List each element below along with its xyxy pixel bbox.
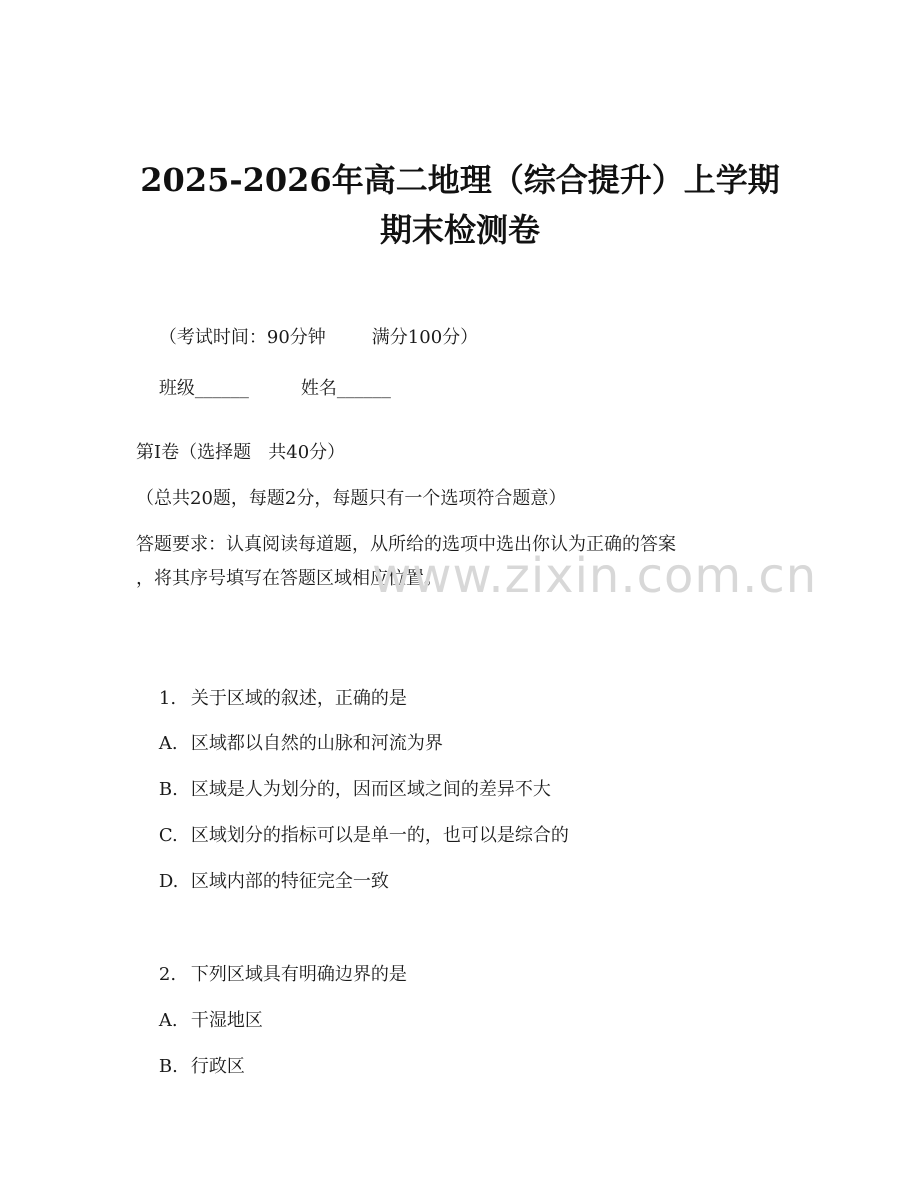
option-text: 干湿地区 [190,1010,263,1031]
option-item [136,1028,245,1106]
option-letter: B. [158,779,178,800]
question-text: 下列区域具有明确边界的是 [190,964,407,985]
section-note: （总共20题，每题2分，每题只有一个选项符合题意） [136,488,567,509]
instruction-line-2: ，将其序号填写在答题区域相应位置。 [136,568,442,589]
section-heading: 第I卷（选择题 共40分） [136,442,346,463]
option-text: 区域都以自然的山脉和河流为界 [190,733,443,754]
option-letter: C. [158,825,178,846]
class-field: 班级______ [158,378,249,399]
option-text: 区域是人为划分的，因而区域之间的差异不大 [190,779,551,800]
option-text: 行政区 [190,1056,245,1077]
instruction-line-1: 答题要求：认真阅读每道题，从所给的选项中选出你认为正确的答案 [136,534,676,555]
question-text: 关于区域的叙述，正确的是 [190,688,407,709]
option-text: 区域划分的指标可以是单一的，也可以是综合的 [190,825,569,846]
option-letter: D. [158,871,179,892]
name-field: 姓名______ [300,378,391,399]
question-number: 2. [158,964,177,985]
exam-full-score: 满分100分） [371,327,479,348]
exam-time: （考试时间：90分钟 [158,327,326,348]
watermark: www.zixin.com.cn [372,548,818,604]
document-title-line-2: 期末检测卷 [379,211,540,249]
option-letter: B. [158,1056,178,1077]
option-item [136,843,389,921]
option-letter: A. [158,733,178,754]
document-title-line-1: 2025-2026年高二地理（综合提升）上学期 [140,161,780,199]
question-number: 1. [158,688,177,709]
option-letter: A. [158,1010,178,1031]
student-info [136,350,391,428]
option-text: 区域内部的特征完全一致 [190,871,389,892]
